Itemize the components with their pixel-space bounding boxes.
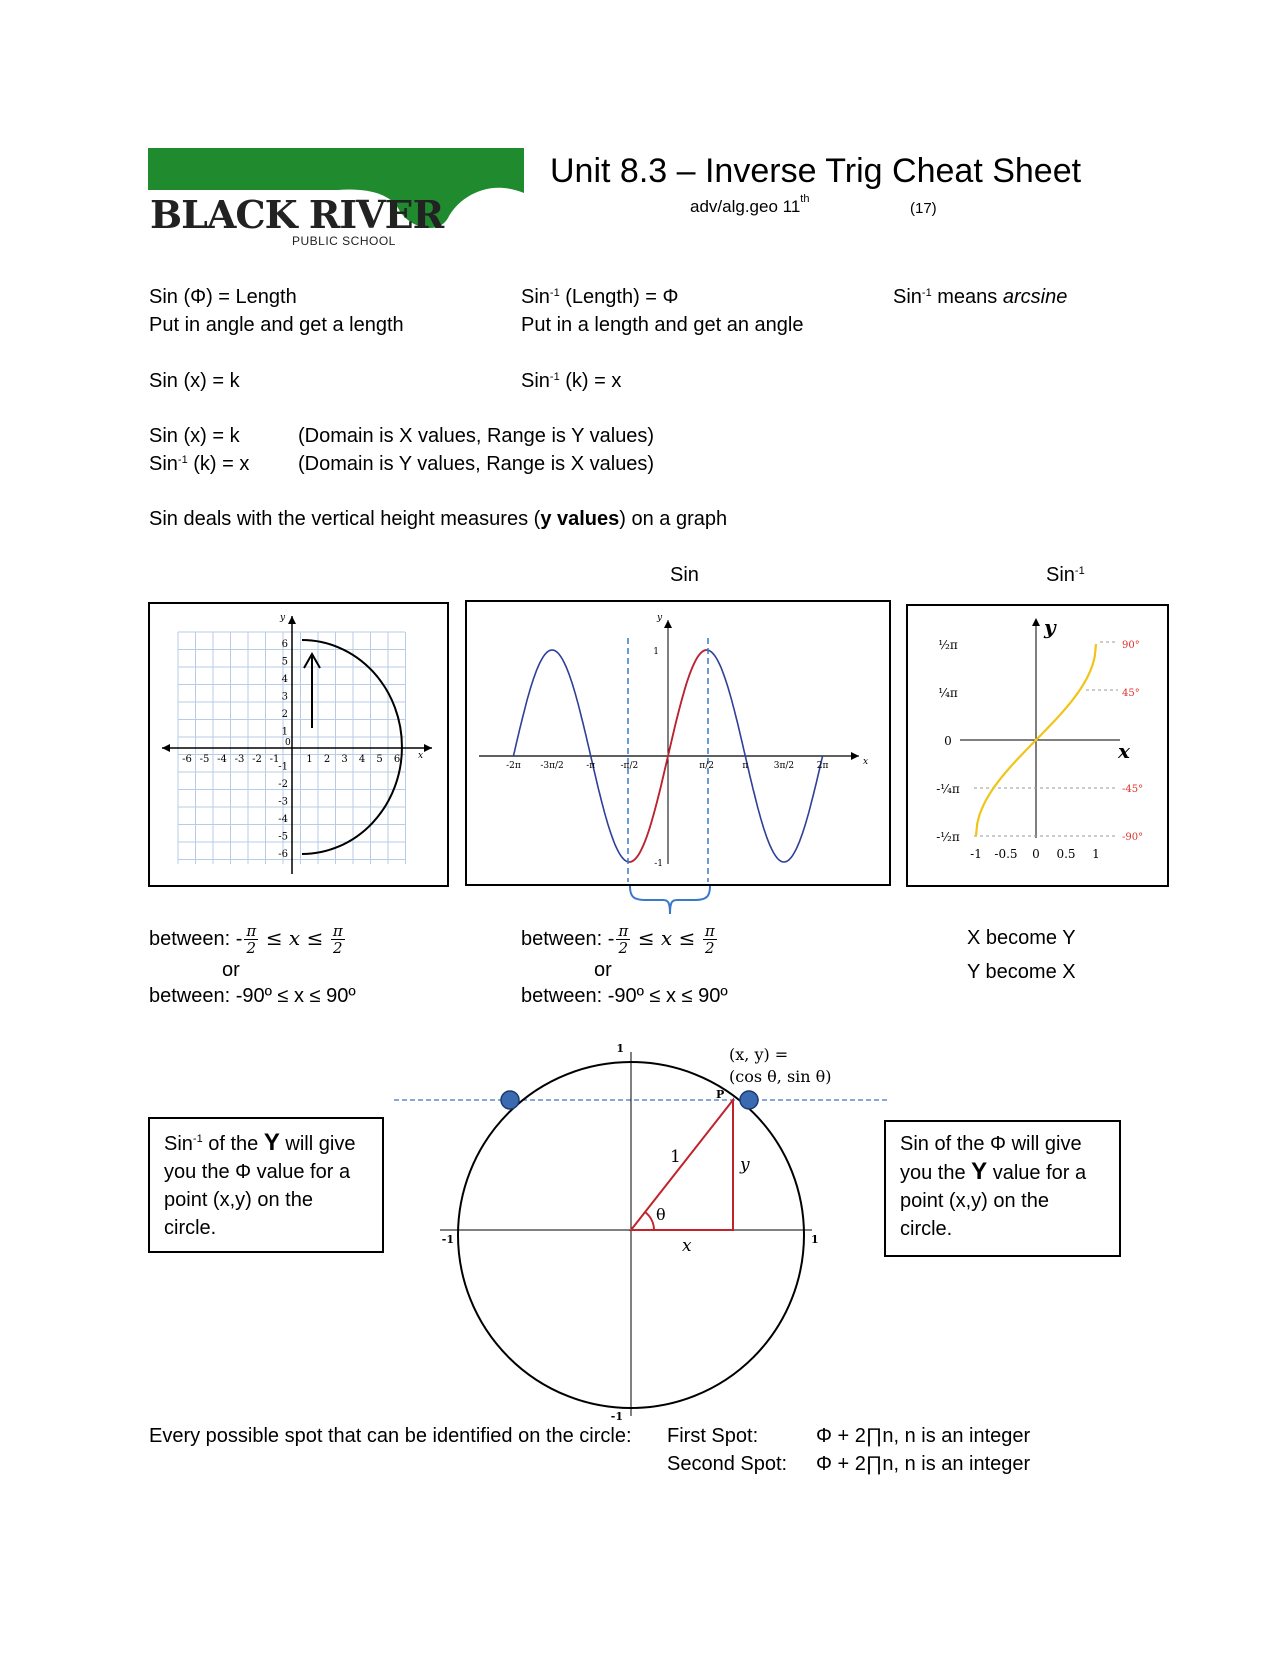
coord-line-1: (x, y) = [729,1045,789,1064]
sine-x-label: x [863,757,869,767]
semicircle-y-tick: 3 [281,691,288,703]
second-spot-formula: Φ + 2∏n, n is an integer [816,1453,1031,1475]
opposite-label: y [740,1155,750,1175]
range-mid-ineq: ≤ x ≤ [637,926,696,950]
arcsine-x-tick: 1 [1092,847,1100,861]
right-note-box [884,1120,1121,1257]
eq2-k: (k) = x [187,453,250,475]
logo-subtext: PUBLIC SCHOOL [292,234,396,248]
theta-label: θ [656,1205,666,1224]
mfrac2-num: π [704,922,715,941]
vertical-height-note [149,507,727,531]
semicircle-y-tick: 2 [281,709,288,720]
means-word: arcsine [1002,286,1068,308]
arcsine-y-tick: 0 [944,734,952,748]
coord-line-2: (cos θ, sin θ) [729,1067,832,1086]
range-left-ineq: ≤ x ≤ [265,926,324,950]
range-mid-frac2 [703,923,717,956]
sine-x-tick: 2π [816,761,829,771]
graph-sine [465,600,891,886]
range-middle [521,918,719,959]
right-note-bold: Y [971,1158,988,1185]
range-left-degrees: between: -90º ≤ x ≤ 90º [149,985,356,1007]
x-become-y: X become Y [967,927,1076,949]
angle-arc [645,1212,654,1230]
sin-x-equation-2: Sin (x) = k [149,425,240,447]
mfrac1-den: 2 [618,939,629,958]
arcsin-def-text: (Length) = Φ [559,286,679,308]
arcsine-x-tick: -1 [970,847,982,861]
semicircle-x-tick: 1 [306,754,313,765]
semicircle-svg [150,604,447,885]
arcsine-y-tick: -¼π [936,782,960,796]
semicircle-y-tick: -1 [278,761,288,773]
eq-k: (k) = x [559,370,622,392]
left-note-pre: of the [202,1133,264,1155]
semicircle-x-tick: 3 [341,754,348,765]
arcsine-y-tick: ¼π [938,686,958,700]
sine-svg [467,602,889,884]
semicircle-x-tick: -2 [252,754,262,765]
page-number: (17) [910,200,937,217]
arcsin-k-equation [521,369,621,393]
circle-right-label: 1 [811,1233,819,1246]
domain-bracket [625,884,715,918]
arcsine-meaning [893,285,1067,309]
every-spot-text: Every possible spot that can be identified on the circle: [149,1425,632,1447]
circle-top-label: 1 [616,1042,624,1055]
sine-y-label: y [657,613,663,623]
sine-y-tick-1: 1 [653,647,659,657]
unit-circle [380,1036,900,1436]
semicircle-x-tick: -5 [199,754,210,765]
eq-sup: -1 [549,371,560,383]
semicircle-y-tick: -3 [278,796,288,808]
arcsine-x-tick: 0 [1032,847,1040,861]
sin-description: Put in angle and get a length [149,314,404,336]
sine-x-tick: -π/2 [620,761,639,771]
red-triangle [631,1100,733,1230]
eq2-sin: Sin [149,453,178,475]
sine-y-tick-neg1: -1 [654,859,663,869]
first-spot-formula: Φ + 2∏n, n is an integer [816,1425,1031,1447]
frac2-num: π [332,922,343,941]
semicircle-y-tick: 6 [281,639,288,650]
arcsin-graph-sup: -1 [1074,565,1085,577]
frac1-num: π [246,922,257,941]
vh-bold: y values [540,508,620,530]
semicircle-y-tick: 4 [281,674,288,685]
arcsine-degree-label: 45° [1122,688,1140,699]
sine-x-tick: 3π/2 [773,761,795,771]
logo-text: BLACK RIVER [150,192,444,237]
arcsine-y-label: y [1044,615,1056,639]
second-spot-dot [501,1091,519,1109]
sin-definition: Sin (Φ) = Length [149,286,297,308]
means-sin: Sin [893,286,922,308]
arcsine-degree-label: 90° [1122,640,1140,651]
school-logo [148,148,524,248]
arcsin-graph-word: Sin [1046,564,1075,586]
adjacent-label: x [682,1236,692,1256]
arcsin-domain-note: (Domain is Y values, Range is X values) [298,453,655,475]
sin-domain-note: (Domain is X values, Range is Y values) [298,425,655,447]
range-mid-frac1 [616,923,630,956]
semicircle-y-tick: -2 [278,779,288,790]
arcsin-sup: -1 [549,287,560,299]
arcsine-x-tick: 0.5 [1056,847,1076,861]
right-note-pre: Sin of the Φ will give you the [900,1133,1082,1184]
point-p-label: P [716,1088,725,1101]
left-note-post: will give you the Φ value for a point (x,y) on the circle. [164,1133,356,1239]
hypotenuse-label: 1 [670,1147,681,1167]
sine-x-tick: -π [586,761,596,771]
graph-semicircle [148,602,449,887]
arcsine-x-label: x [1118,739,1130,763]
circle-left-label: -1 [441,1233,454,1246]
semicircle-y-tick: -4 [278,814,288,825]
means-sup: -1 [921,287,932,299]
semicircle-x-label: x [418,751,424,761]
semicircle-y-tick: 1 [281,726,288,738]
range-left-frac2 [331,923,345,956]
circle-bottom-label: -1 [610,1410,623,1423]
semicircle-x-tick: 5 [376,754,383,765]
semicircle-y-label: y [280,613,286,623]
course-sup: th [800,193,810,205]
sine-x-tick: π [742,761,749,771]
semicircle-x-tick: -1 [269,754,280,765]
arcsin-k-equation-2 [149,452,249,476]
semicircle-x-tick: -6 [182,754,192,765]
range-mid-between: between: - [521,928,615,950]
vh-pre: Sin deals with the vertical height measures ( [149,508,541,530]
left-note-box [148,1117,384,1253]
arcsine-degree-label: -90° [1122,832,1144,843]
sine-x-tick: -3π/2 [540,761,564,771]
sine-x-tick: π/2 [699,761,714,771]
range-left-or: or [222,959,240,981]
first-spot-dot [740,1091,758,1109]
semicircle-y-tick: -5 [278,831,288,843]
semicircle-y-tick: -6 [278,849,288,860]
first-spot-label: First Spot: [667,1425,759,1447]
range-left-frac1 [244,923,258,956]
range-mid-degrees: between: -90º ≤ x ≤ 90º [521,985,728,1007]
sin-x-equation: Sin (x) = k [149,370,240,392]
range-left [149,918,347,959]
page-title: Unit 8.3 – Inverse Trig Cheat Sheet [550,152,1082,190]
mfrac1-num: π [618,922,629,941]
frac1-den: 2 [246,939,257,958]
arcsin-description: Put in a length and get an angle [521,314,804,336]
semicircle-y-tick: 5 [281,656,288,668]
left-note-bold: Y [263,1129,280,1156]
semicircle-x-tick: 4 [358,754,366,765]
arcsin-definition [521,285,679,309]
arcsine-x-tick: -0.5 [994,847,1018,861]
semicircle-x-tick: 2 [323,754,331,765]
range-mid-or: or [594,959,612,981]
eq-sin: Sin [521,370,550,392]
mfrac2-den: 2 [705,939,715,958]
arcsine-degree-label: -45° [1122,784,1144,795]
semicircle-x-tick: -4 [217,754,227,765]
semicircle-origin: 0 [285,738,291,748]
arcsine-y-tick: ½π [938,638,958,652]
left-note-sup: -1 [192,1133,203,1145]
left-note-sin: Sin [164,1133,193,1155]
y-become-x: Y become X [967,961,1076,983]
frac2-den: 2 [333,939,343,958]
arcsin-word: Sin [521,286,550,308]
range-left-between: between: - [149,928,243,950]
vh-post: ) on a graph [619,508,728,530]
right-note-post: value for a point (x,y) on the circle. [900,1162,1087,1240]
arcsin-graph-label [1046,563,1085,587]
eq2-sup: -1 [177,454,188,466]
sin-graph-label: Sin [670,564,699,586]
semicircle-x-tick: 6 [393,754,401,765]
course-label [690,193,810,217]
semicircle-x-tick: -3 [234,754,245,765]
arcsine-y-tick: -½π [936,830,960,844]
graph-arcsine [906,604,1169,887]
semicircle-curve [302,640,402,854]
means-text: means [931,286,1003,308]
second-spot-label: Second Spot: [667,1453,788,1475]
sine-x-tick: -2π [506,761,521,771]
arcsine-svg [908,606,1167,885]
course-text: adv/alg.geo 11 [690,197,801,216]
